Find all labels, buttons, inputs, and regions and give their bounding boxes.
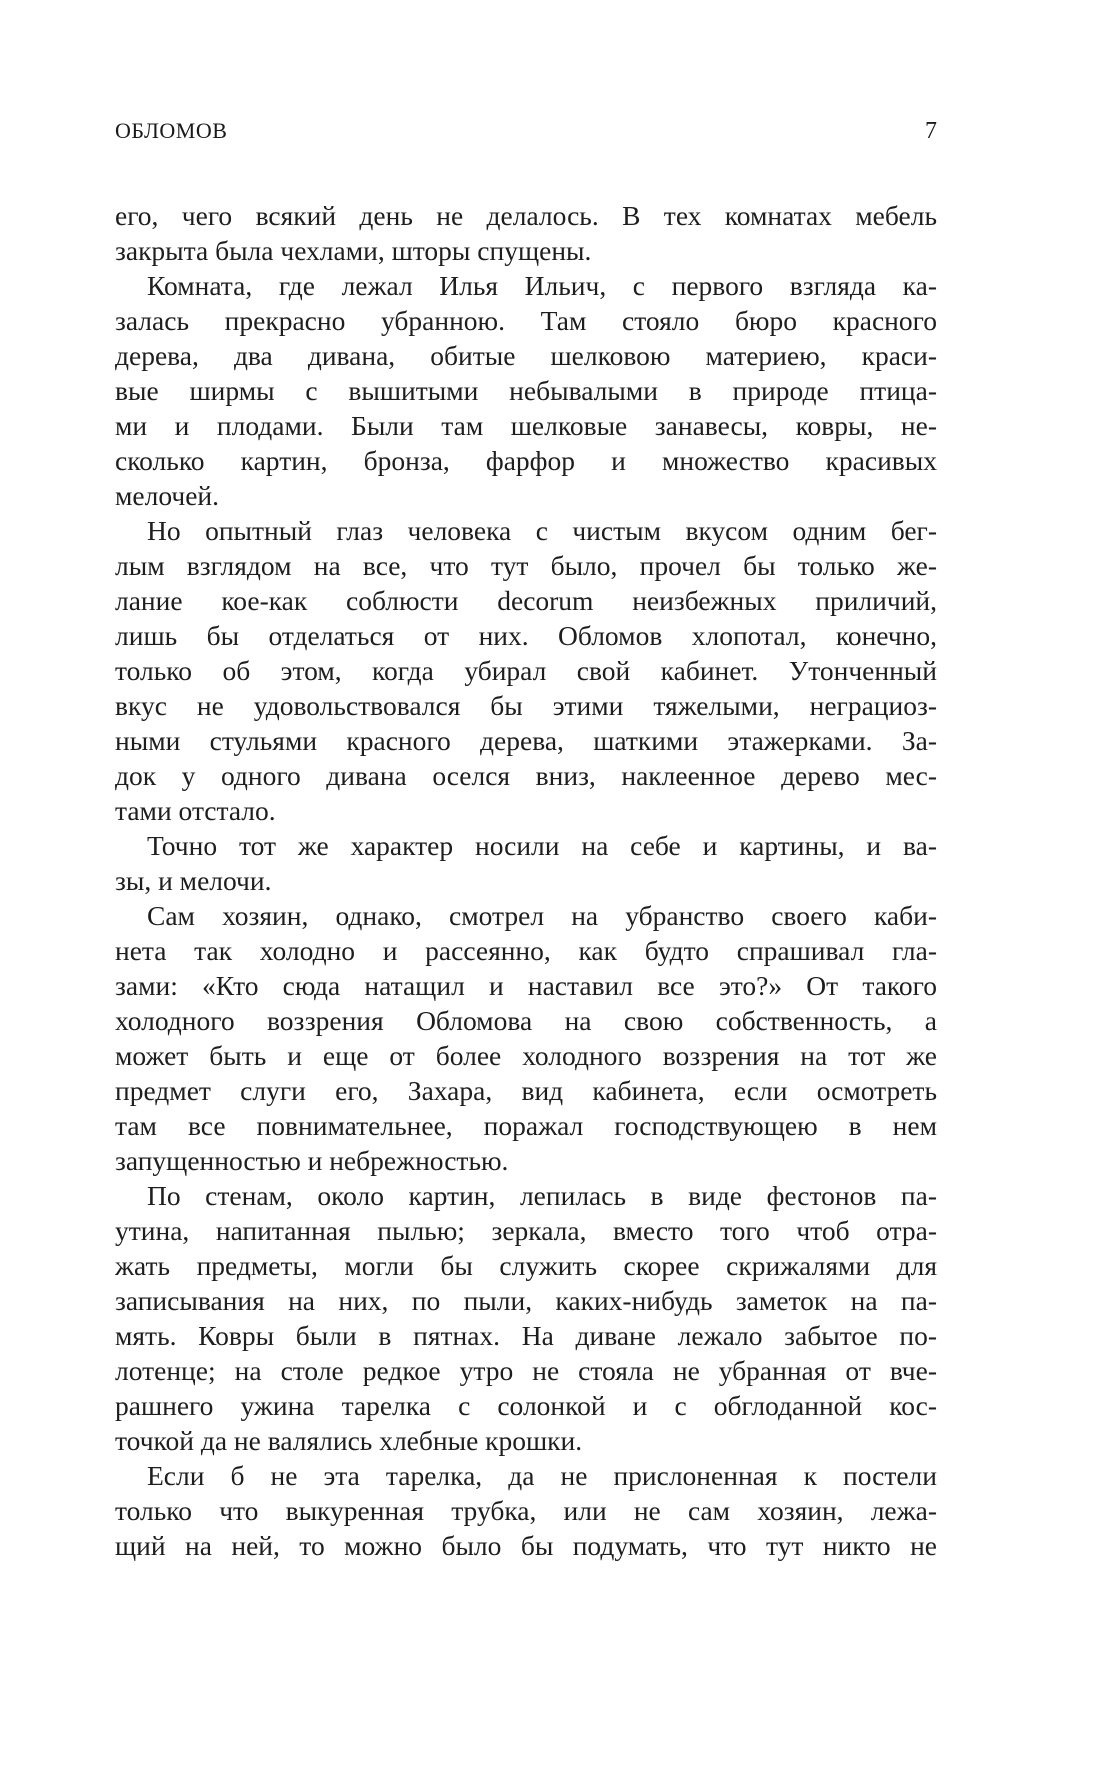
text-line: сколько картин, бронза, фарфор и множество красивых xyxy=(115,445,937,476)
text-line: там все повнимательнее, поражал господствующею в нем xyxy=(115,1110,937,1141)
text-line: Но опытный глаз человека с чистым вкусом одним бег- xyxy=(147,515,937,546)
text-line: залась прекрасно убранною. Там стояло бюро красного xyxy=(115,305,937,336)
text-line: рашнего ужина тарелка с солонкой и с обглоданной кос- xyxy=(115,1390,937,1421)
text-line: мять. Ковры были в пятнах. На диване лежало забытое по- xyxy=(115,1320,937,1351)
text-line: лым взглядом на все, что тут было, прочел бы только же- xyxy=(115,550,937,581)
running-head xyxy=(115,118,937,150)
text-line: его, чего всякий день не делалось. В тех комнатах мебель xyxy=(115,200,937,231)
body-text xyxy=(115,198,937,1563)
text-line: нета так холодно и рассеянно, как будто спрашивал гла- xyxy=(115,935,937,966)
text-line: дерева, два дивана, обитые шелковою материею, краси- xyxy=(115,340,937,371)
text-line: ми и плодами. Были там шелковые занавесы, ковры, не- xyxy=(115,410,937,441)
text-line: вкус не удовольствовался бы этими тяжелыми, неграциоз- xyxy=(115,690,937,721)
text-line: лание кое-как соблюсти decorum неизбежных приличий, xyxy=(115,585,937,616)
text-line: жать предметы, могли бы служить скорее скрижалями для xyxy=(115,1250,937,1281)
text-line: запущенностью и небрежностью. xyxy=(115,1145,509,1176)
text-line: только что выкуренная трубка, или не сам хозяин, лежа- xyxy=(115,1495,937,1526)
text-line: закрыта была чехлами, шторы спущены. xyxy=(115,235,592,266)
text-line: док у одного дивана оселся вниз, наклеенное дерево мес- xyxy=(115,760,937,791)
text-line: только об этом, когда убирал свой кабинет. Утонченный xyxy=(115,655,937,686)
text-line: ными стульями красного дерева, шаткими этажерками. За- xyxy=(115,725,937,756)
page-number: 7 xyxy=(925,118,937,144)
text-line: Комната, где лежал Илья Ильич, с первого взгляда ка- xyxy=(147,270,937,301)
text-line: тами отстало. xyxy=(115,795,276,826)
text-line: может быть и еще от более холодного воззрения на тот же xyxy=(115,1040,937,1071)
text-line: зы, и мелочи. xyxy=(115,865,272,896)
text-line: лишь бы отделаться от них. Обломов хлопотал, конечно, xyxy=(115,620,937,651)
text-line: холодного воззрения Обломова на свою собственность, а xyxy=(115,1005,937,1036)
text-line: предмет слуги его, Захара, вид кабинета, если осмотреть xyxy=(115,1075,937,1106)
text-line: вые ширмы с вышитыми небывалыми в природе птица- xyxy=(115,375,937,406)
text-line: мелочей. xyxy=(115,480,219,511)
text-line: лотенце; на столе редкое утро не стояла не убранная от вче- xyxy=(115,1355,937,1386)
running-title: ОБЛОМОВ xyxy=(115,118,228,143)
text-line: Если б не эта тарелка, да не прислоненная к постели xyxy=(147,1460,937,1491)
text-line: точкой да не валялись хлебные крошки. xyxy=(115,1425,583,1456)
text-line: щий на ней, то можно было бы подумать, что тут никто не xyxy=(115,1530,937,1561)
text-line: утина, напитанная пылью; зеркала, вместо того чтоб отра- xyxy=(115,1215,937,1246)
text-line: Точно тот же характер носили на себе и картины, и ва- xyxy=(147,830,937,861)
text-line: Сам хозяин, однако, смотрел на убранство своего каби- xyxy=(147,900,937,931)
text-line: зами: «Кто сюда натащил и наставил все это?» От такого xyxy=(115,970,937,1001)
text-line: записывания на них, по пыли, каких-нибудь заметок на па- xyxy=(115,1285,937,1316)
text-line: По стенам, около картин, лепилась в виде фестонов па- xyxy=(147,1180,937,1211)
